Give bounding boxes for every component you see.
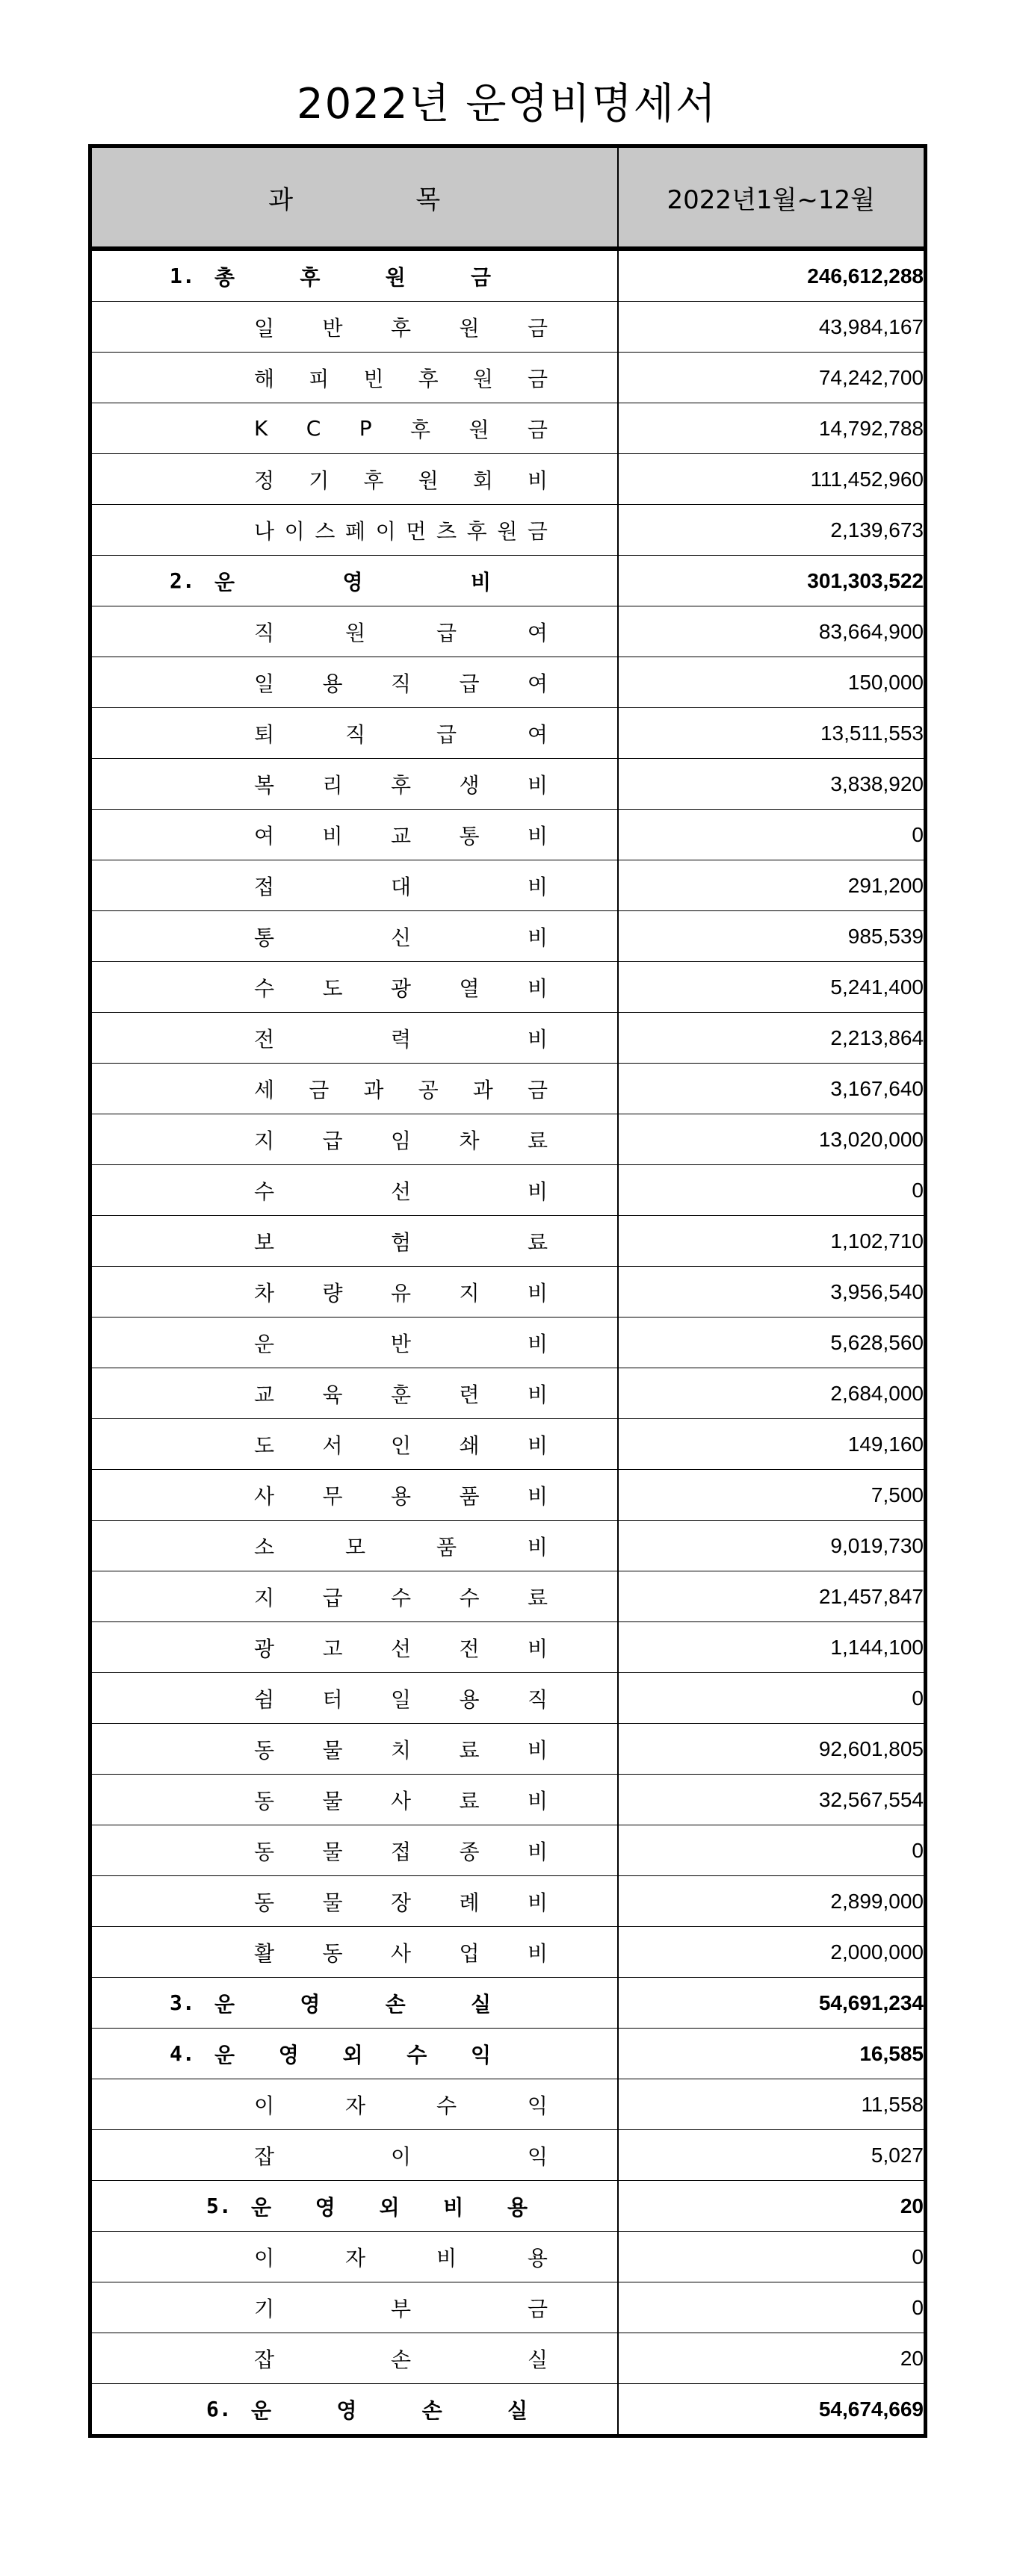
- section-amount: 16,585: [618, 2029, 926, 2079]
- item-label: 여 비 교 통 비: [254, 823, 548, 848]
- section-number: 6.: [206, 2397, 232, 2421]
- item-row: [90, 1927, 926, 1978]
- item-label: 차 량 유 지 비: [254, 1280, 548, 1306]
- item-label: 동 물 접 종 비: [254, 1839, 548, 1864]
- item-amount: 111,452,960: [618, 454, 926, 505]
- item-amount: 149,160: [618, 1419, 926, 1470]
- item-label: 쉼 터 일 용 직: [254, 1686, 548, 1712]
- item-label: 동 물 장 례 비: [254, 1890, 548, 1915]
- item-row: [90, 1521, 926, 1571]
- item-label-cell: [90, 1470, 618, 1521]
- item-amount: 2,684,000: [618, 1368, 926, 1419]
- item-label: 복 리 후 생 비: [254, 772, 548, 798]
- item-label: 소 모 품 비: [254, 1534, 548, 1559]
- item-amount: 5,628,560: [618, 1318, 926, 1368]
- item-row: [90, 860, 926, 911]
- item-amount: 985,539: [618, 911, 926, 962]
- item-label: 해 피 빈 후 원 금: [254, 366, 548, 391]
- header-item-char: 과: [268, 184, 294, 215]
- item-label: 광 고 선 전 비: [254, 1636, 548, 1661]
- item-label-cell: [90, 1622, 618, 1673]
- item-row: [90, 505, 926, 556]
- item-row: [90, 810, 926, 860]
- expense-statement-table: [88, 144, 927, 2438]
- section-label-cell: [90, 2181, 618, 2232]
- item-row: [90, 911, 926, 962]
- item-label-cell: [90, 1013, 618, 1064]
- item-label: 통 신 비: [254, 925, 548, 950]
- item-amount: 0: [618, 1825, 926, 1876]
- item-label-cell: [90, 1064, 618, 1114]
- document-title: 2022년 운영비명세서: [297, 80, 717, 128]
- item-amount: 3,956,540: [618, 1267, 926, 1318]
- item-amount: 5,241,400: [618, 962, 926, 1013]
- item-row: [90, 657, 926, 708]
- item-amount: 2,213,864: [618, 1013, 926, 1064]
- item-label: 접 대 비: [254, 874, 548, 899]
- item-label: 이 자 비 용: [254, 2245, 548, 2271]
- item-label-cell: [90, 2333, 618, 2384]
- item-row: [90, 1673, 926, 1724]
- item-label-cell: [90, 708, 618, 759]
- item-label-cell: [90, 2130, 618, 2181]
- item-label-cell: [90, 454, 618, 505]
- item-amount: 74,242,700: [618, 353, 926, 403]
- section-amount: 54,691,234: [618, 1978, 926, 2029]
- item-row: [90, 1470, 926, 1521]
- item-row: [90, 2333, 926, 2384]
- item-label-cell: [90, 1368, 618, 1419]
- item-label-cell: [90, 1825, 618, 1876]
- item-label-cell: [90, 1775, 618, 1825]
- item-label: 사 무 용 품 비: [254, 1483, 548, 1509]
- item-label-cell: [90, 353, 618, 403]
- item-label-cell: [90, 1724, 618, 1775]
- section-row: [90, 2029, 926, 2079]
- item-label: 교 육 훈 련 비: [254, 1382, 548, 1407]
- section-row: [90, 249, 926, 302]
- item-row: [90, 1368, 926, 1419]
- section-label: 총 후 원 금: [214, 264, 491, 290]
- section-number: 3.: [170, 1990, 195, 2015]
- item-label-cell: [90, 1114, 618, 1165]
- item-row: [90, 403, 926, 454]
- item-amount: 0: [618, 2282, 926, 2333]
- item-label-cell: [90, 2282, 618, 2333]
- item-label: 수 도 광 열 비: [254, 975, 548, 1001]
- section-label: 운 영 손 실: [251, 2397, 528, 2423]
- item-label-cell: [90, 860, 618, 911]
- item-label-cell: [90, 1165, 618, 1216]
- item-label: 잡 이 익: [254, 2144, 548, 2169]
- item-row: [90, 2232, 926, 2282]
- item-label: 지 급 임 차 료: [254, 1128, 548, 1153]
- item-row: [90, 1876, 926, 1927]
- item-row: [90, 1571, 926, 1622]
- item-row: [90, 962, 926, 1013]
- item-label: 나 이 스 페 이 먼 츠 후 원 금: [254, 518, 548, 544]
- item-label: 지 급 수 수 료: [254, 1585, 548, 1610]
- item-row: [90, 353, 926, 403]
- item-row: [90, 759, 926, 810]
- item-amount: 5,027: [618, 2130, 926, 2181]
- header-item-cell: [90, 146, 618, 249]
- section-label: 운 영 손 실: [214, 1991, 491, 2017]
- item-amount: 2,000,000: [618, 1927, 926, 1978]
- item-amount: 0: [618, 1673, 926, 1724]
- item-amount: 14,792,788: [618, 403, 926, 454]
- item-label-cell: [90, 1318, 618, 1368]
- item-label-cell: [90, 962, 618, 1013]
- header-row: [90, 146, 926, 249]
- item-row: [90, 1013, 926, 1064]
- item-label-cell: [90, 1521, 618, 1571]
- section-number: 2.: [170, 568, 195, 593]
- section-row: [90, 2384, 926, 2436]
- item-amount: 32,567,554: [618, 1775, 926, 1825]
- item-label-cell: [90, 505, 618, 556]
- item-row: [90, 2130, 926, 2181]
- item-row: [90, 606, 926, 657]
- item-label: 일 용 직 급 여: [254, 671, 548, 696]
- section-label-cell: [90, 249, 618, 302]
- item-label-cell: [90, 810, 618, 860]
- item-label: 이 자 수 익: [254, 2093, 548, 2118]
- section-amount: 301,303,522: [618, 556, 926, 606]
- section-label: 운 영 비: [214, 569, 491, 595]
- item-row: [90, 708, 926, 759]
- item-label: 동 물 치 료 비: [254, 1737, 548, 1763]
- section-number: 4.: [170, 2041, 195, 2066]
- item-row: [90, 1622, 926, 1673]
- item-amount: 83,664,900: [618, 606, 926, 657]
- section-row: [90, 2181, 926, 2232]
- section-label: 운 영 외 비 용: [251, 2194, 528, 2220]
- item-label: 정 기 후 원 회 비: [254, 468, 548, 493]
- item-row: [90, 1165, 926, 1216]
- item-label: 잡 손 실: [254, 2347, 548, 2372]
- item-label-cell: [90, 1876, 618, 1927]
- item-row: [90, 2282, 926, 2333]
- section-amount: 54,674,669: [618, 2384, 926, 2436]
- item-row: [90, 1318, 926, 1368]
- item-amount: 0: [618, 810, 926, 860]
- section-label-cell: [90, 1978, 618, 2029]
- item-row: [90, 1419, 926, 1470]
- section-row: [90, 1978, 926, 2029]
- item-row: [90, 1775, 926, 1825]
- item-label-cell: [90, 759, 618, 810]
- item-label-cell: [90, 1267, 618, 1318]
- item-amount: 2,139,673: [618, 505, 926, 556]
- item-amount: 20: [618, 2333, 926, 2384]
- item-amount: 13,020,000: [618, 1114, 926, 1165]
- item-amount: 0: [618, 2232, 926, 2282]
- item-label: 수 선 비: [254, 1179, 548, 1204]
- section-row: [90, 556, 926, 606]
- item-amount: 291,200: [618, 860, 926, 911]
- item-label-cell: [90, 2079, 618, 2130]
- item-row: [90, 1825, 926, 1876]
- item-amount: 21,457,847: [618, 1571, 926, 1622]
- item-label-cell: [90, 1571, 618, 1622]
- item-amount: 3,167,640: [618, 1064, 926, 1114]
- item-row: [90, 1114, 926, 1165]
- section-amount: 246,612,288: [618, 249, 926, 302]
- item-amount: 1,102,710: [618, 1216, 926, 1267]
- item-label: 도 서 인 쇄 비: [254, 1433, 548, 1458]
- item-label-cell: [90, 1216, 618, 1267]
- section-label-cell: [90, 2384, 618, 2436]
- section-number: 1.: [170, 264, 195, 288]
- item-label-cell: [90, 1673, 618, 1724]
- item-amount: 1,144,100: [618, 1622, 926, 1673]
- item-label: K C P 후 원 금: [254, 416, 548, 442]
- item-row: [90, 1064, 926, 1114]
- item-label-cell: [90, 911, 618, 962]
- item-amount: 43,984,167: [618, 302, 926, 353]
- item-label-cell: [90, 1927, 618, 1978]
- item-row: [90, 2079, 926, 2130]
- item-amount: 9,019,730: [618, 1521, 926, 1571]
- item-row: [90, 1724, 926, 1775]
- item-label: 기 부 금: [254, 2296, 548, 2321]
- item-row: [90, 1267, 926, 1318]
- item-label-cell: [90, 403, 618, 454]
- item-label-cell: [90, 1419, 618, 1470]
- item-amount: 92,601,805: [618, 1724, 926, 1775]
- section-number: 5.: [206, 2194, 232, 2218]
- section-amount: 20: [618, 2181, 926, 2232]
- item-label-cell: [90, 2232, 618, 2282]
- section-label-cell: [90, 556, 618, 606]
- item-amount: 7,500: [618, 1470, 926, 1521]
- item-label: 직 원 급 여: [254, 620, 548, 645]
- item-label: 세 금 과 공 과 금: [254, 1077, 548, 1102]
- section-label-cell: [90, 2029, 618, 2079]
- item-amount: 150,000: [618, 657, 926, 708]
- item-label: 일 반 후 원 금: [254, 315, 548, 341]
- item-row: [90, 454, 926, 505]
- item-label: 퇴 직 급 여: [254, 721, 548, 747]
- item-row: [90, 1216, 926, 1267]
- item-label: 동 물 사 료 비: [254, 1788, 548, 1813]
- item-amount: 3,838,920: [618, 759, 926, 810]
- header-period-cell: 2022년1월~12월: [618, 146, 926, 249]
- item-label: 보 험 료: [254, 1229, 548, 1255]
- item-amount: 0: [618, 1165, 926, 1216]
- item-amount: 11,558: [618, 2079, 926, 2130]
- item-amount: 13,511,553: [618, 708, 926, 759]
- item-label: 전 력 비: [254, 1026, 548, 1052]
- item-label-cell: [90, 606, 618, 657]
- item-label-cell: [90, 302, 618, 353]
- item-row: [90, 302, 926, 353]
- item-label: 운 반 비: [254, 1331, 548, 1356]
- header-item-char: 목: [415, 184, 441, 215]
- item-label: 활 동 사 업 비: [254, 1940, 548, 1966]
- item-amount: 2,899,000: [618, 1876, 926, 1927]
- item-label-cell: [90, 657, 618, 708]
- section-label: 운 영 외 수 익: [214, 2042, 491, 2067]
